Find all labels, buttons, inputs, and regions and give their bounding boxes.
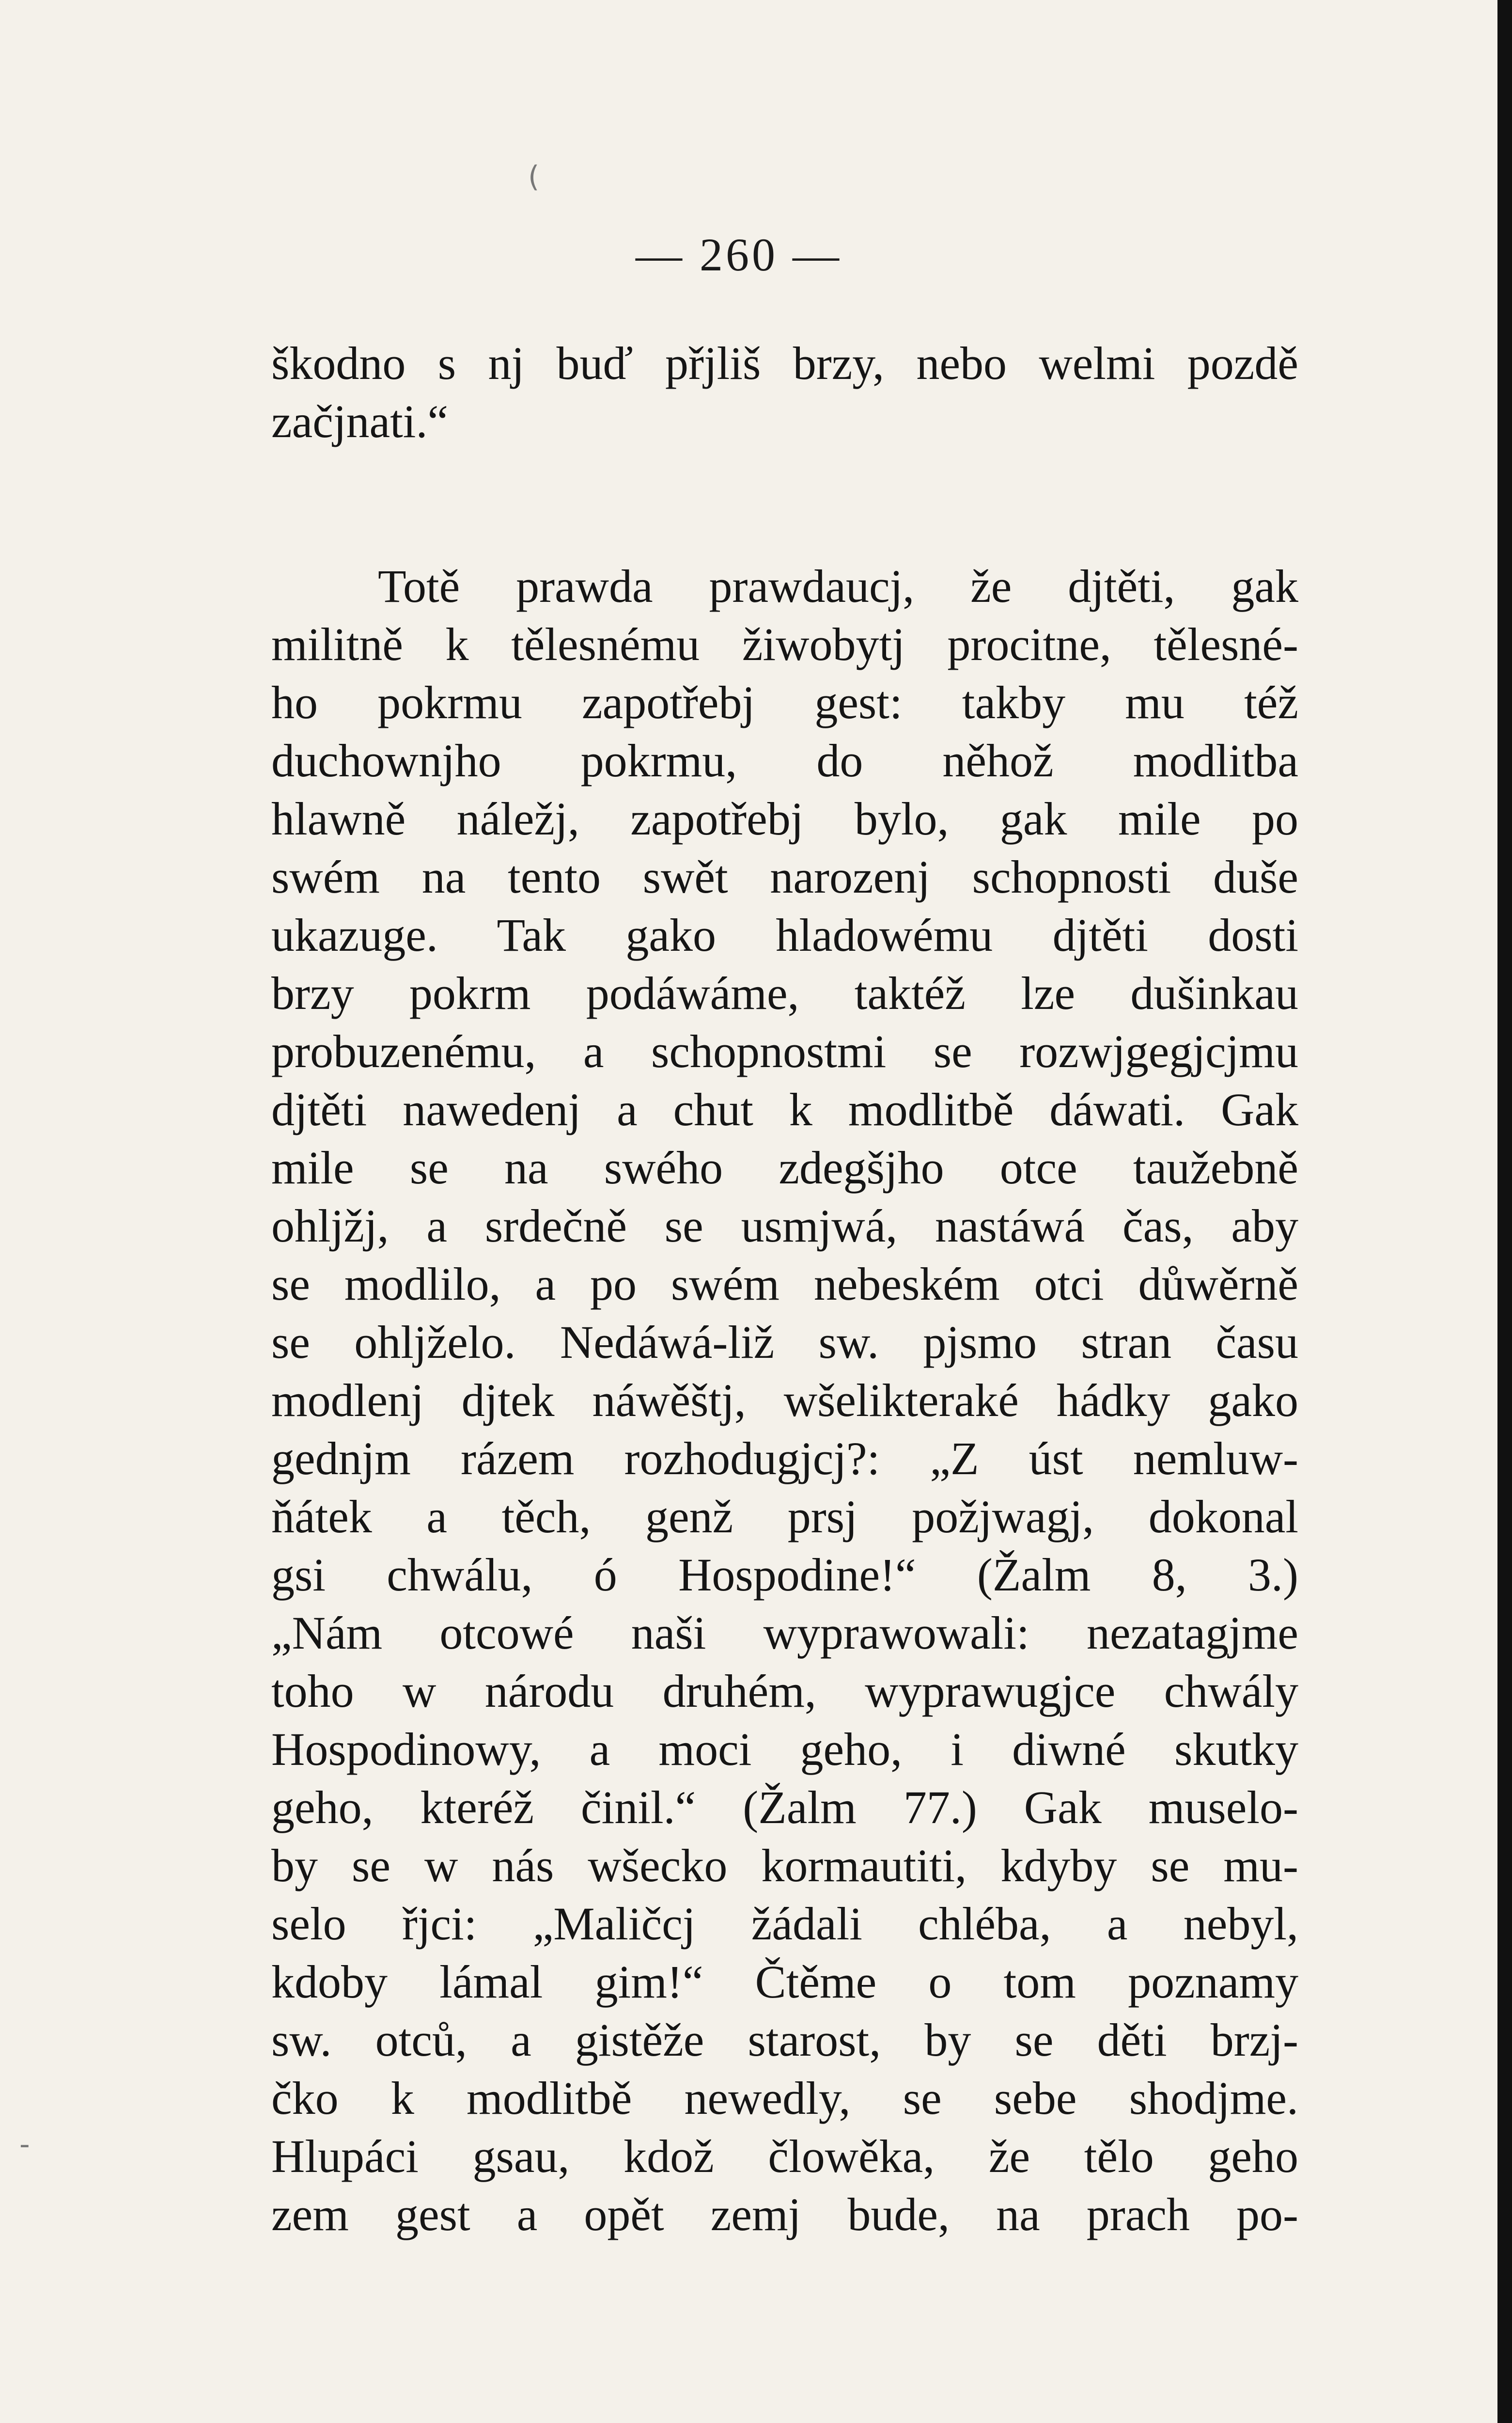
text-line: kdoby lámal gim!“ Čtěme o tom poznamy (271, 1956, 1298, 2008)
text-line: modlenj djtek náwěštj, wšelikteraké hádky gako (271, 1374, 1298, 1426)
text-line: ukazuge. Tak gako hladowému djtěti dosti (271, 909, 1298, 961)
text-line: gsi chwálu, ó Hospodine!“ (Žalm 8, 3.) (271, 1549, 1298, 1601)
text-line: duchownjho pokrmu, do něhož modlitba (271, 735, 1298, 787)
text-line: Totě prawda prawdaucj, že djtěti, gak (378, 560, 1298, 612)
text-line: geho, kteréž činil.“ (Žalm 77.) Gak muselo- (271, 1781, 1298, 1833)
text-line: hlawně náležj, zapotřebj bylo, gak mile po (271, 793, 1298, 845)
margin-tick: ( (528, 160, 540, 194)
paragraph-1 (271, 334, 1298, 451)
text-line: Hospodinowy, a moci geho, i diwné skutky (271, 1723, 1298, 1775)
text-line: se modlilo, a po swém nebeském otci důwěrně (271, 1258, 1298, 1310)
text-line: čko k modlitbě newedly, se sebe shodjme. (271, 2072, 1298, 2124)
page-number: — 260 — (636, 229, 842, 281)
text-line: začjnati.“ (271, 395, 449, 447)
text-line: ho pokrmu zapotřebj gest: takby mu též (271, 677, 1298, 728)
text-line: gednjm rázem rozhodugjcj?: „Z úst nemluw- (271, 1432, 1298, 1484)
text-line: Hlupáci gsau, kdož člowěka, že tělo geho (271, 2130, 1298, 2182)
text-line: zem gest a opět zemj bude, na prach po- (271, 2188, 1298, 2240)
text-line: probuzenému, a schopnostmi se rozwjgegjcjmu (271, 1025, 1298, 1077)
text-line: djtěti nawedenj a chut k modlitbě dáwati. Gak (271, 1084, 1298, 1135)
text-line: škodno s nj buď přjliš brzy, nebo welmi pozdě (271, 337, 1298, 389)
text-line: ňátek a těch, genž prsj požjwagj, dokonal (271, 1491, 1298, 1542)
text-line: mile se na swého zdegšjho otce taužebně (271, 1142, 1298, 1194)
text-line: ohljžj, a srdečně se usmjwá, nastáwá čas, aby (271, 1200, 1298, 1252)
text-line: swém na tento swět narozenj schopnosti duše (271, 851, 1298, 903)
text-line: toho w národu druhém, wyprawugjce chwály (271, 1665, 1298, 1717)
paragraph-gap (271, 451, 1298, 557)
paragraph-2 (271, 557, 1298, 2244)
text-line: selo řjci: „Maličcj žádali chléba, a nebyl, (271, 1898, 1298, 1950)
text-line: se ohljželo. Nedáwá-liž sw. pjsmo stran času (271, 1316, 1298, 1368)
text-line: brzy pokrm podáwáme, taktéž lze dušinkau (271, 967, 1298, 1019)
text-line: by se w nás wšecko kormautiti, kdyby se mu- (271, 1840, 1298, 1891)
body-text (271, 334, 1298, 2244)
text-line: „Nám otcowé naši wyprawowali: nezatagjme (271, 1607, 1298, 1659)
text-line: sw. otců, a gistěže starost, by se děti brzj- (271, 2014, 1298, 2066)
text-line: militně k tělesnému žiwobytj procitne, tělesné- (271, 618, 1298, 670)
margin-dash: - (19, 2127, 30, 2161)
